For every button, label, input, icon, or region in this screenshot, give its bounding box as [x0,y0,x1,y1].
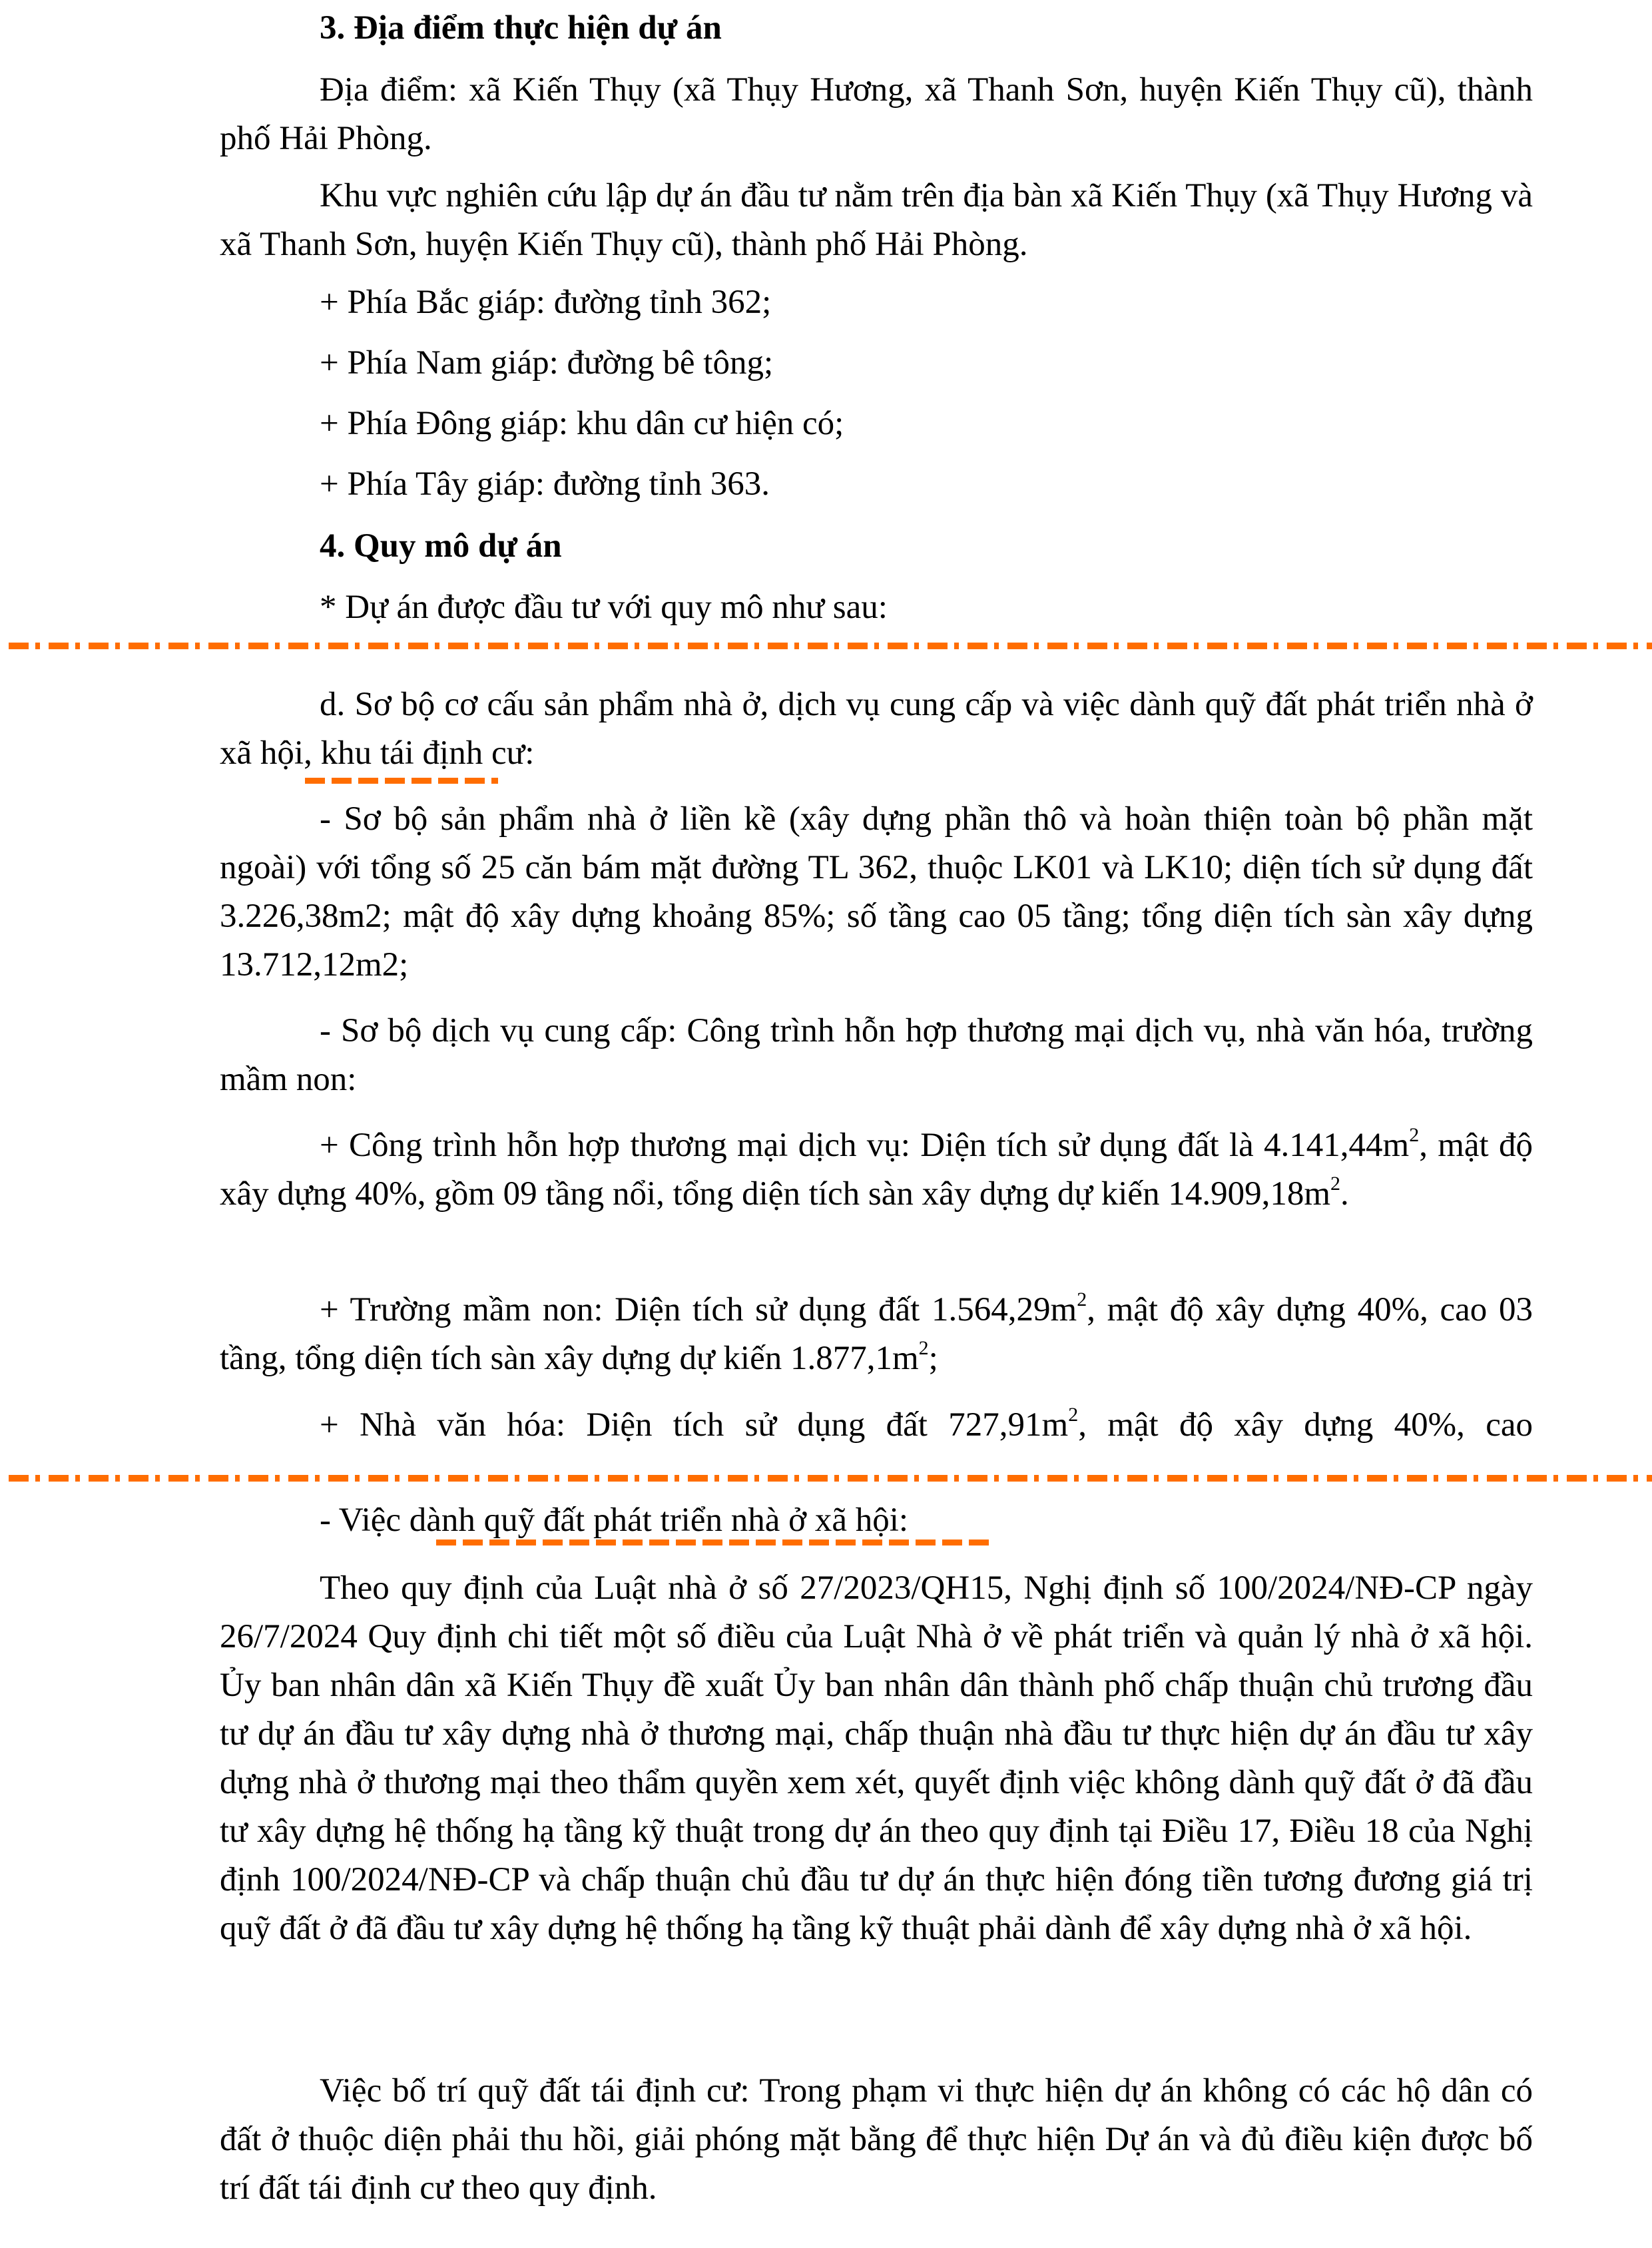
cultural-house-text-b: , mật độ xây dựng 40%, cao [1078,1406,1533,1444]
social-housing-body-text: Theo quy định của Luật nhà ở số 27/2023/QH15, Nghị định số 100/2024/NĐ-CP ngày 26/7/2024 Quy định chi tiết một số điều của Luật Nhà ở về phát triển và quản lý nhà ở xã hội. Ủy ban nhân dân xã Kiến Thụy đề xuất Ủy ban nhân dân thành phố chấp thuận chủ trương đầu tư dự án đầu tư xây dựng nhà ở thương mại, chấp thuận nhà đầu tư thực hiện dự án đầu tư xây dựng nhà ở thương mại theo thẩm quyền xem xét, quyết định việc không dành quỹ đất ở đã đầu tư xây dựng hệ thống hạ tầng kỹ thuật trong dự án theo quy định tại Điều 17, Điều 18 của Nghị định 100/2024/NĐ-CP và chấp thuận chủ đầu tư dự án thực hiện đóng tiền tương đương giá trị quỹ đất ở đã đầu tư xây dựng hệ thống hạ tầng kỹ thuật phải dành để xây dựng nhà ở xã hội. [220,1569,1533,1947]
services-paragraph [220,1007,1533,1104]
housing-paragraph [220,795,1533,989]
section-4-intro [220,583,1533,632]
study-area-text: Khu vực nghiên cứu lập dự án đầu tư nằm trên địa bàn xã Kiến Thụy (xã Thụy Hương và xã Thanh Sơn, huyện Kiến Thụy cũ), thành phố Hải Phòng. [220,177,1533,263]
highlighted-phrase: dành quỹ đất phát triển nhà ở xã hội [409,1502,899,1539]
services-text: - Sơ bộ dịch vụ cung cấp: Công trình hỗn hợp thương mại dịch vụ, nhà văn hóa, trường mầm non: [220,1012,1533,1098]
section-4-intro-text: * Dự án được đầu tư với quy mô như sau: [320,589,888,626]
housing-text: - Sơ bộ sản phẩm nhà ở liền kề (xây dựng phần thô và hoàn thiện toàn bộ phần mặt ngoài) với tổng số 25 căn bám mặt đường TL 362, thuộc LK01 và LK10; diện tích sử dụng đất 3.226,38m2; mật độ xây dựng khoảng 85%; số tầng cao 05 tầng; tổng diện tích sàn xây dựng 13.712,12m2; [220,800,1533,984]
cultural-house-text-a: + Nhà văn hóa: Diện tích sử dụng đất 727,91m [320,1406,1069,1444]
social-housing-body [220,1564,1533,1953]
commercial-text-b: , mật độ xây dựng 40%, gồm 09 tầng nổi, tổng diện tích sàn xây dựng dự kiến 14.909,18m [220,1127,1533,1213]
boundary-east [220,400,1533,448]
commercial-text-c: . [1340,1175,1349,1213]
superscript: 2 [1077,1288,1087,1310]
boundary-west-text: + Phía Tây giáp: đường tỉnh 363. [320,465,770,503]
location-text: Địa điểm: xã Kiến Thụy (xã Thụy Hương, xã Thanh Sơn, huyện Kiến Thụy cũ), thành phố Hải Phòng. [220,71,1533,157]
superscript: 2 [918,1337,929,1359]
social-housing-heading-suffix: : [898,1502,909,1539]
section-d-heading [220,681,1533,778]
superscript: 2 [1409,1124,1420,1146]
superscript: 2 [1068,1404,1079,1426]
kindergarten-paragraph [220,1286,1533,1383]
boundary-north [220,278,1533,327]
location-paragraph [220,66,1533,163]
boundary-south [220,339,1533,388]
section-3-heading [220,4,1533,53]
highlight-underline [305,778,498,784]
resettlement-text: Việc bố trí quỹ đất tái định cư: Trong phạm vi thực hiện dự án không có các hộ dân có đất ở thuộc diện phải thu hồi, giải phóng mặt bằng để thực hiện Dự án và đủ điều kiện được bố trí đất tái định cư theo quy định. [220,2072,1533,2207]
commercial-text-a: + Công trình hỗn hợp thương mại dịch vụ: Diện tích sử dụng đất là 4.141,44m [320,1127,1410,1164]
cultural-house-paragraph [220,1401,1533,1450]
section-d-heading-tail: , khu tái định cư: [304,734,535,772]
section-3-heading-text: 3. Địa điểm thực hiện dự án [320,9,722,47]
section-d-heading-text: d. Sơ bộ cơ cấu sản phẩm nhà ở, dịch vụ cung cấp và việc dành quỹ đất phát triển [320,686,1457,723]
boundary-west [220,460,1533,509]
kindergarten-text-b: , mật độ xây dựng 40%, cao 03 tầng, tổng diện tích sàn xây dựng dự kiến 1.877,1m [220,1291,1533,1377]
boundary-east-text: + Phía Đông giáp: khu dân cư hiện có; [320,405,844,442]
kindergarten-text-c: ; [928,1340,938,1377]
section-4-heading-text: 4. Quy mô dự án [320,527,562,565]
superscript: 2 [1330,1173,1340,1195]
highlight-underline [436,1540,989,1546]
study-area-paragraph [220,172,1533,269]
social-housing-heading [220,1496,1533,1545]
boundary-south-text: + Phía Nam giáp: đường bê tông; [320,344,774,382]
omission-divider [0,1475,1652,1482]
social-housing-heading-prefix: - Việc [320,1502,410,1539]
commercial-paragraph [220,1121,1533,1219]
highlighted-phrase: nhà ở xã hội [220,686,1533,772]
resettlement-paragraph [220,2067,1533,2213]
kindergarten-text-a: + Trường mầm non: Diện tích sử dụng đất 1.564,29m [320,1291,1077,1328]
boundary-north-text: + Phía Bắc giáp: đường tỉnh 362; [320,284,772,321]
section-4-heading [220,522,1533,571]
omission-divider [0,643,1652,649]
